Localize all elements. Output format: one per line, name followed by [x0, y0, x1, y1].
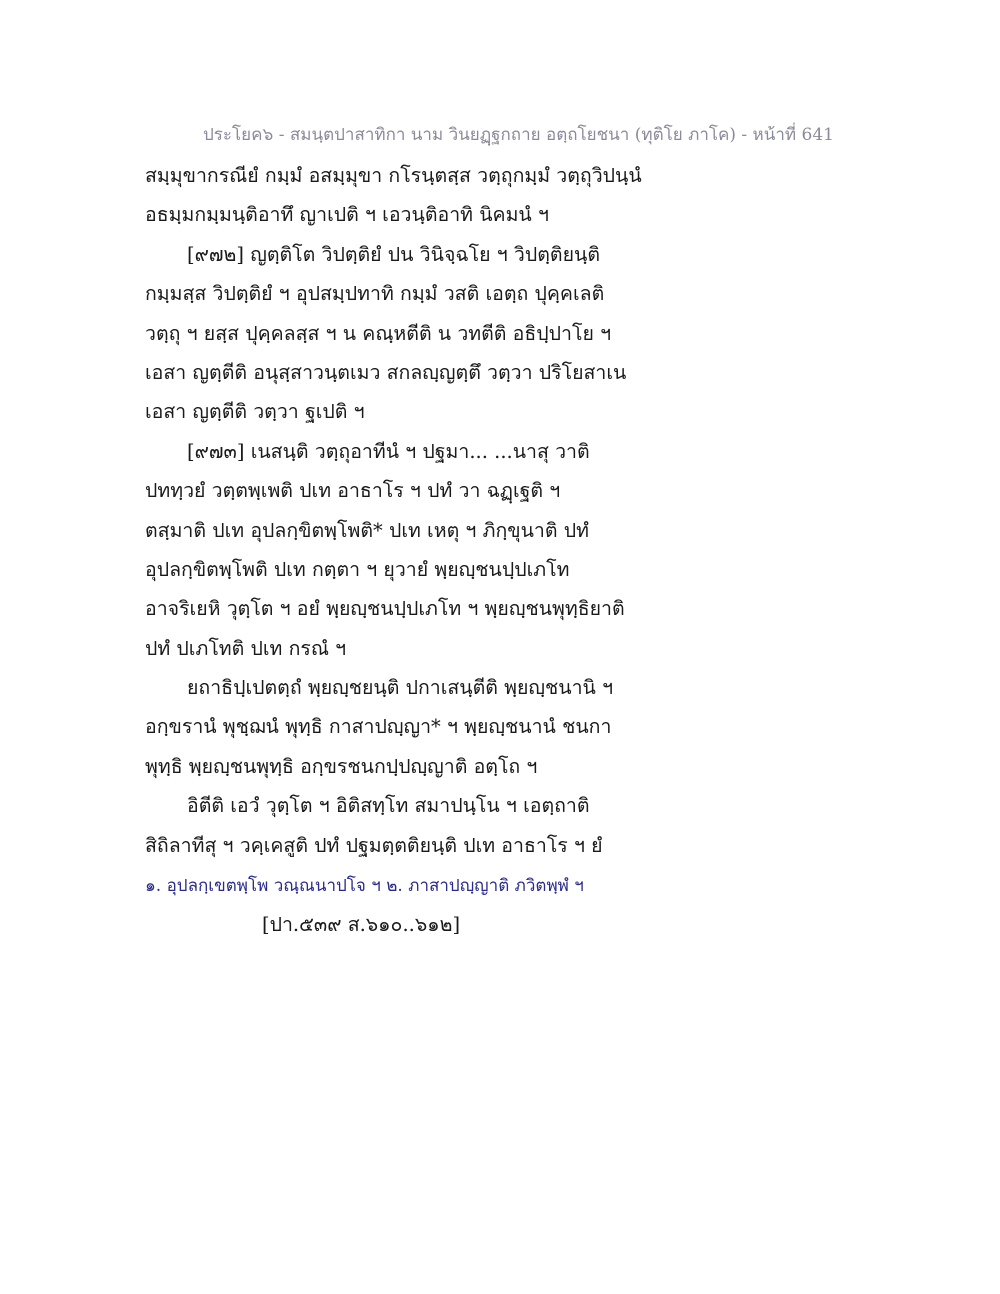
text-line-8: [๙๗๓] เนสนฺติ วตฺถุอาทีนํ ฯ ปฐมา... ...นาสุ วาติ: [187, 439, 590, 463]
footnotes: ๑. อุปลกฺเขตพฺโพ วณฺณนาปโจ ฯ ๒. ภาสาปญฺญาติ ภวิตพฺพํ ฯ: [145, 876, 584, 896]
text-line-12: อาจริเยหิ วุตฺโต ฯ อยํ พฺยญฺชนปฺปเภโท ฯ พฺยญฺชนพุทฺธิยาติ: [145, 597, 625, 621]
text-line-15: อกฺขรานํ พุชฺฌนํ พุทฺธิ กาสาปญฺญา* ฯ พฺยญฺชนานํ ชนกา: [145, 715, 612, 739]
text-line-13: ปทํ ปเภโทติ ปเท กรณํ ฯ: [145, 636, 347, 660]
text-line-11: อุปลกฺขิตพฺโพติ ปเท กตฺตา ฯ ยุวายํ พฺยญฺชนปฺปเภโท: [145, 557, 570, 581]
text-line-6: เอสา ญตฺตีติ อนุสฺสาวนฺตเมว สกลญฺญตฺตึ วตฺวา ปริโยสาเน: [145, 360, 627, 384]
text-line-10: ตสฺมาติ ปเท อุปลกฺขิตพฺโพติ* ปเท เหตุ ฯ ภิกฺขุนาติ ปทํ: [145, 518, 589, 542]
page-reference: [ปา.๕๓๙ ส.๖๑๐..๖๑๒]: [262, 913, 461, 936]
text-line-17: อิตีติ เอวํ วุตฺโต ฯ อิติสทฺโท สมาปนฺโน ฯ เอตฺถาติ: [187, 794, 590, 818]
text-line-1: สมฺมุขากรณียํ กมฺมํ อสมฺมุขา กโรนฺตสฺส วตฺถุกมฺมํ วตฺถุวิปนฺนํ: [145, 164, 642, 187]
text-line-7: เอสา ญตฺตีติ วตฺวา ฐเปติ ฯ: [145, 400, 365, 424]
text-line-18: สิถิลาทีสุ ฯ วคฺเคสูติ ปทํ ปฐมตฺตติยนฺติ ปเท อาธาโร ฯ ยํ: [145, 833, 603, 857]
running-header: ประโยค๖ - สมนฺตปาสาทิกา นาม วินยฏฺฐกถาย อตฺถโยชนา (ทุติโย ภาโค) - หน้าที่ 641: [203, 125, 834, 145]
text-line-3: [๙๗๒] ญตฺติโต วิปตฺติยํ ปน วินิจฺฉโย ฯ วิปตฺติยนฺติ: [187, 242, 600, 266]
text-line-14: ยถาธิปฺเปตตฺถํ พฺยญฺชยนฺติ ปกาเสนฺตีติ พฺยญฺชนานิ ฯ: [187, 676, 614, 700]
text-line-16: พุทฺธิ พฺยญฺชนพุทฺธิ อกฺขรชนกปฺปญฺญาติ อตฺโถ ฯ: [145, 754, 538, 778]
text-line-9: ปททฺวยํ วตฺตพฺเพติ ปเท อาธาโร ฯ ปทํ วา ฉฏฺเฐติ ฯ: [145, 479, 561, 503]
text-line-5: วตฺถุ ฯ ยสฺส ปุคฺคลสฺส ฯ น คณฺหตีติ น วทตีติ อธิปฺปาโย ฯ: [145, 321, 612, 345]
body-text: [145, 156, 865, 865]
text-line-2: อธมฺมกมฺมนฺติอาทึ ญาเปติ ฯ เอวนฺติอาทิ นิคมนํ ฯ: [145, 203, 549, 227]
text-line-4: กมฺมสฺส วิปตฺติยํ ฯ อุปสมฺปทาทิ กมฺมํ วสติ เอตฺถ ปุคฺคเลติ: [145, 282, 605, 306]
